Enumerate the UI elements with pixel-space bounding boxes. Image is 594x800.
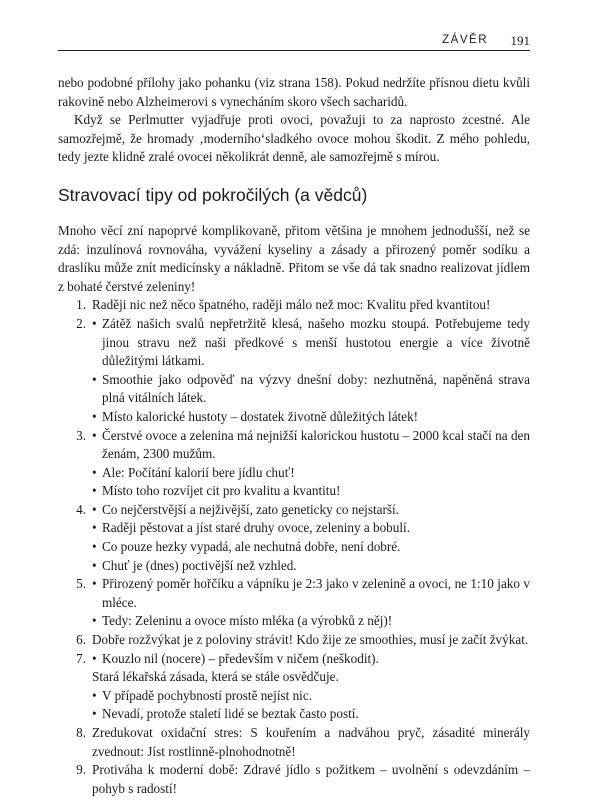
bullet-line: • Kouzlo nil (nocere) – především v ničem (neškodit). [92, 650, 530, 669]
list-number: 5. [76, 576, 86, 592]
list-text: Protiváha k moderní době: Zdravé jídlo s požitkem – uvolnění s odevzdáním – pohyb s radostí! [92, 762, 530, 796]
list-item [58, 761, 530, 798]
paragraph: Když se Perlmutter vyjadřuje proti ovoci, považuji to za naprosto zcestné. Ale samozřejmě, že hromady ‚moderního‘sladkého ovoce mohou škodit. Z mého pohledu, tedy jezte klidně zralé ovocei několikrát denně, ale samozřejmě s mírou. [58, 112, 530, 165]
tips-list [58, 296, 530, 798]
list-number: 6. [76, 632, 86, 648]
bullet-line: • Co pouze hezky vypadá, ale nechutná dobře, není dobré. [92, 538, 530, 557]
chapter-title: ZÁVĚR [442, 34, 488, 46]
bullet-line: • Čerstvé ovoce a zelenina má nejnižší kalorickou hustotu – 2000 kcal stačí na den ženám, 2300 mužům. [92, 427, 530, 464]
bullet-line: • Ale: Počítání kalorií bere jídlu chuť! [92, 464, 530, 483]
list-item [58, 650, 530, 724]
bullet-line: • Místo kalorické hustoty – dostatek životně důležitých látek! [92, 408, 530, 427]
list-number: 4. [76, 501, 86, 517]
list-text: Zredukovat oxidační stres: S kouřením a nadváhou pryč, zásadité minerály zvednout: Jíst rostlinně-plnohodnotně! [92, 725, 530, 759]
bullet-line: • V případě pochybností prostě nejíst nic. [92, 687, 530, 706]
list-number: 9. [76, 762, 86, 778]
list-item [58, 575, 530, 631]
list-item [58, 427, 530, 501]
section-intro: Mnoho věcí zní napoprvé komplikovaně, přitom většina je mnohem jednodušší, než se zdá: inzulínová rovnováha, vyvážení kyseliny a zásady a přirozený poměr sodíku a draslíku může znít medicínsky a nákladně. Přitom se vše dá tak snadno realizovat jídlem z bohaté čerstvé zeleniny! [58, 222, 530, 294]
list-number: 2. [76, 315, 86, 331]
bullet-line: • Chuť je (dnes) poctivější než vzhled. [92, 557, 530, 576]
list-item [58, 724, 530, 761]
list-number: 3. [76, 427, 86, 443]
running-header [58, 30, 530, 51]
page-body [58, 74, 530, 798]
list-item [58, 296, 530, 315]
bullet-line: • Tedy: Zeleninu a ovoce místo mléka (a výrobků z něj)! [92, 612, 530, 631]
bullet-line: • Co nejčerstvější a nejživější, zato geneticky co nejstarší. [92, 501, 530, 520]
list-text: Stará lékařská zásada, která se stále osvědčuje. [92, 669, 339, 685]
list-item [58, 501, 530, 575]
bullet-line: • Nevadí, protože staletí lidé se beztak často postí. [92, 705, 530, 724]
bullet-line: • Zátěž našich svalů nepřetržitě klesá, našeho mozku stoupá. Potřebujeme tedy jinou stravu než naši předkové s menší hustotou energie a více životně důležitými látkami. [92, 315, 530, 371]
list-number: 1. [76, 297, 86, 313]
section-heading: Stravovací tipy od pokročilých (a vědců) [58, 184, 368, 205]
bullet-line: • Smoothie jako odpověď na výzvy dnešní doby: nezhutněná, napěněná strava plná vitálních látek. [92, 371, 530, 408]
list-item [58, 315, 530, 427]
list-number: 8. [76, 725, 86, 740]
list-number: 7. [76, 650, 86, 666]
paragraph: nebo podobné přílohy jako pohanku (viz strana 158). Pokud nedržíte přísnou dietu kvůli rakovině nebo Alzheimerovi s vynecháním skoro všech sacharidů. [58, 75, 530, 109]
list-text: Raději nic než něco špatného, raději málo než moc: Kvalitu před kvantitou! [92, 297, 491, 313]
bullet-line: • Místo toho rozvíjet cit pro kvalitu a kvantitu! [92, 482, 530, 501]
bullet-line: • Raději pěstovat a jíst staré druhy ovoce, zeleniny a bobulí. [92, 519, 530, 538]
list-item [58, 631, 530, 650]
page-number: 191 [510, 33, 530, 48]
list-text: Dobře rozžvýkat je z poloviny strávit! Kdo žije ze smoothies, musí je začít žvýkat. [92, 632, 529, 648]
bullet-line: • Přirozený poměr hořčíku a vápníku je 2:3 jako v zelenině a ovoci, ne 1:10 jako v mléce. [92, 575, 530, 612]
